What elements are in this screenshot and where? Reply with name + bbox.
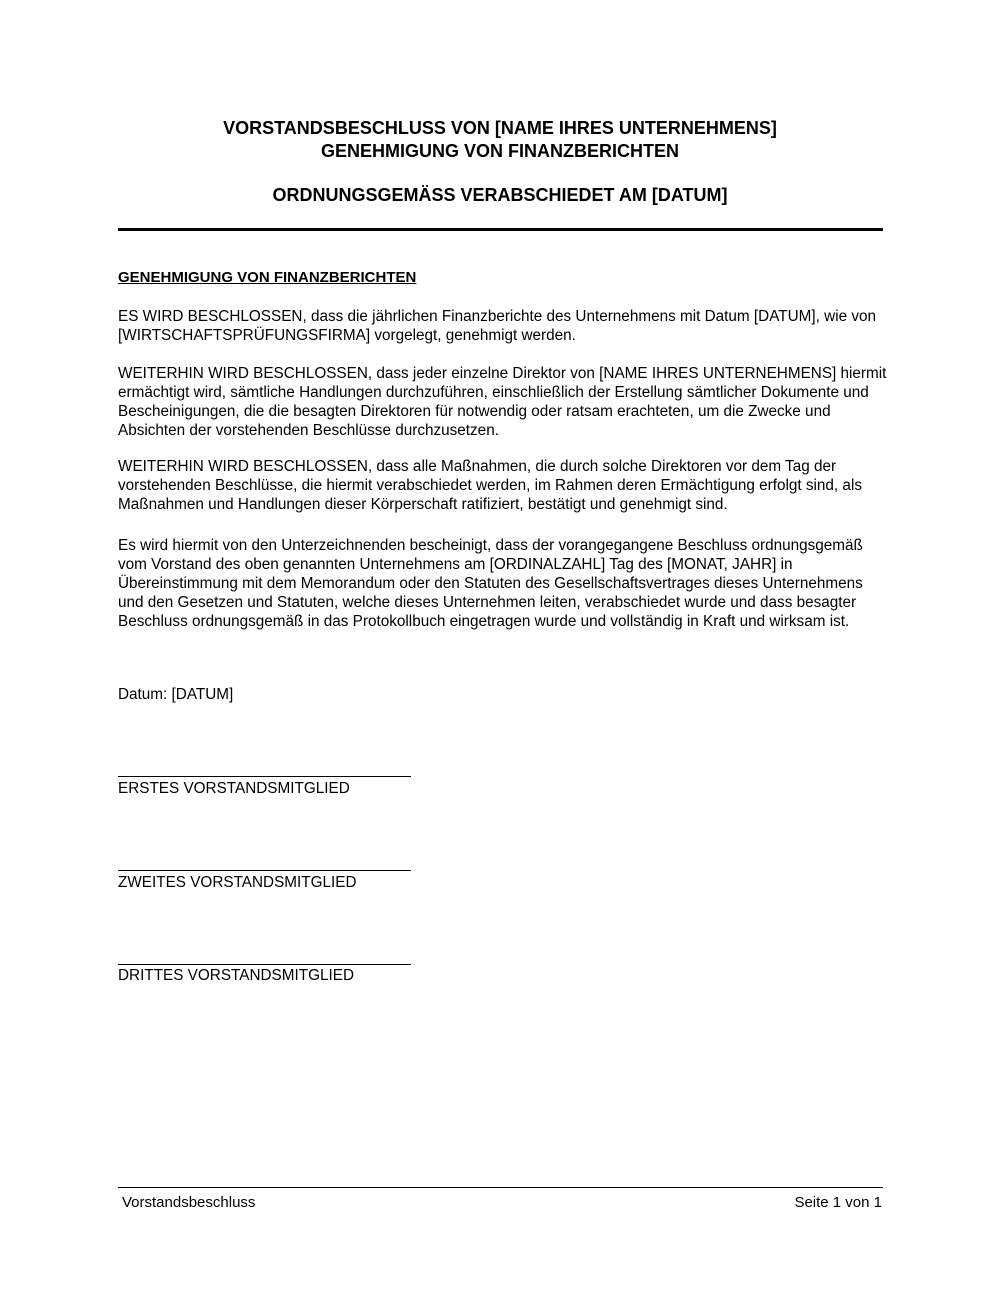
footer-document-name: Vorstandsbeschluss (122, 1194, 256, 1211)
section-heading: GENEHMIGUNG VON FINANZBERICHTEN (118, 269, 417, 286)
signature-label-1: ERSTES VORSTANDSMITGLIED (118, 780, 350, 797)
signature-label-3: DRITTES VORSTANDSMITGLIED (118, 967, 354, 984)
signature-line-1 (118, 776, 411, 777)
signature-line-3 (118, 964, 411, 965)
signature-line-2 (118, 870, 411, 871)
document-title-line-3: ORDNUNGSGEMÄSS VERABSCHIEDET AM [DATUM] (272, 185, 728, 205)
signature-label-2: ZWEITES VORSTANDSMITGLIED (118, 874, 357, 891)
footer-divider (118, 1187, 883, 1188)
title-divider (118, 228, 883, 231)
document-title-line-2: GENEHMIGUNG VON FINANZBERICHTEN (320, 141, 679, 161)
certification-paragraph: Es wird hiermit von den Unterzeichnenden bescheinigt, dass der vorangegangene Beschluss ordnungsgemäß vom Vorstand des oben genannten Unternehmens am [ORDINALZAHL] Tag des [MONAT, JAHR] in Übereinstimmung mit dem Memorandum oder den Statuten des Gesellschaftsvertrages dieses Unternehmens und den Gesetzen und Statuten, welche dieses Unternehmen leiten, verabschiedet wurde und dass besagter Beschluss ordnungsgemäß in das Protokollbuch eingetragen wurde und vollständig in Kraft und wirksam ist. (118, 537, 863, 630)
document-title-line-1: VORSTANDSBESCHLUSS VON [NAME IHRES UNTERNEHMENS] (223, 118, 777, 138)
resolution-paragraph-1: ES WIRD BESCHLOSSEN, dass die jährlichen Finanzberichte des Unternehmens mit Datum [DATUM], wie von [WIRTSCHAFTSPRÜFUNGSFIRMA] vorgelegt, genehmigt werden. (118, 308, 877, 344)
resolution-paragraph-3: WEITERHIN WIRD BESCHLOSSEN, dass alle Maßnahmen, die durch solche Direktoren vor dem Tag der vorstehenden Beschlüsse, die hiermit verabschiedet werden, im Rahmen deren Ermächtigung erfolgt sind, als Maßnahmen und Handlungen dieser Körperschaft ratifiziert, bestätigt und genehmigt sind. (118, 458, 862, 513)
resolution-paragraph-2: WEITERHIN WIRD BESCHLOSSEN, dass jeder einzelne Direktor von [NAME IHRES UNTERNEHMENS] hiermit ermächtigt wird, sämtliche Handlungen durchzuführen, einschließlich der Erstellung sämtlicher Dokumente und Bescheinigungen, die die besagten Direktoren für notwendig oder ratsam erachteten, um die Zwecke und Absichten der vorstehenden Beschlüsse durchzusetzen. (118, 365, 887, 439)
date-line: Datum: [DATUM] (118, 686, 234, 703)
footer-page-number: Seite 1 von 1 (794, 1194, 882, 1211)
